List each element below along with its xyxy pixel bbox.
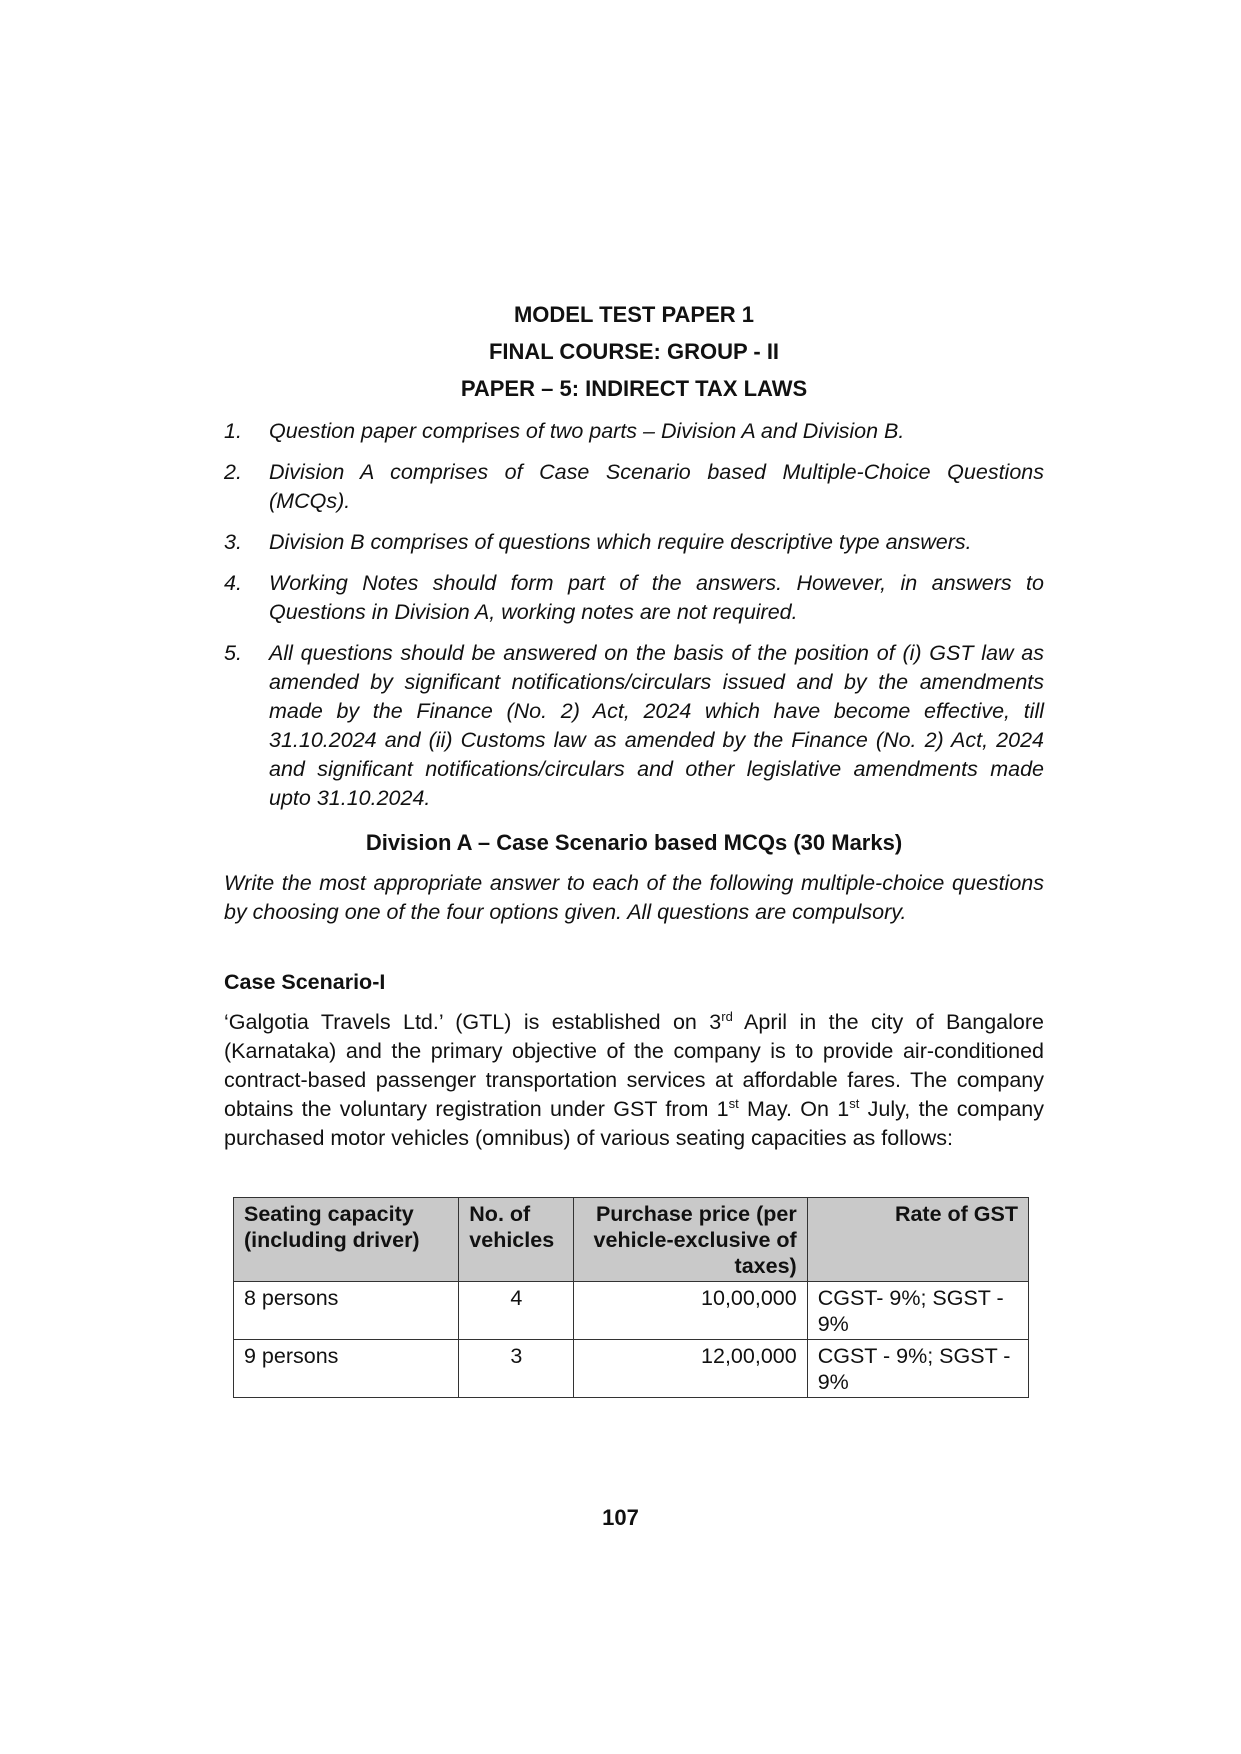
- table-cell: 3: [459, 1340, 574, 1398]
- column-header: No. of vehicles: [459, 1198, 574, 1282]
- instruction-number: 5.: [224, 641, 242, 665]
- table-cell: 10,00,000: [574, 1282, 807, 1340]
- table-row: [234, 1340, 1029, 1398]
- instruction-text: All questions should be answered on the basis of the position of (i) GST law as amended by significant notifications/circulars issued and by the amendments made by the Finance (No. 2) Act, 2024 which have become effective, till 31.10.2024 and (ii) Customs law as amended by the Finance (No. 2) Act, 2024 and significant notifications/circulars and other legislative amendments made upto 31.10.2024.: [269, 641, 1044, 810]
- instruction-item: [224, 569, 1044, 627]
- mcq-directions: Write the most appropriate answer to each of the following multiple-choice questions by choosing one of the four options given. All questions are compulsory.: [224, 871, 1044, 924]
- table-cell: 12,00,000: [574, 1340, 807, 1398]
- table-cell: 8 persons: [234, 1282, 459, 1340]
- paper-subject: PAPER – 5: INDIRECT TAX LAWS: [460, 376, 808, 401]
- instruction-text: Question paper comprises of two parts – Division A and Division B.: [269, 419, 905, 443]
- instruction-item: [224, 417, 1044, 446]
- table-cell: 9 persons: [234, 1340, 459, 1398]
- column-header: Rate of GST: [807, 1198, 1028, 1282]
- instruction-item: [224, 528, 1044, 557]
- table-cell: 4: [459, 1282, 574, 1340]
- instruction-number: 1.: [224, 419, 242, 443]
- table-cell: CGST - 9%; SGST - 9%: [807, 1340, 1028, 1398]
- case-scenario-title: Case Scenario-I: [224, 970, 386, 994]
- course-title: FINAL COURSE: GROUP - II: [488, 339, 780, 364]
- table-row: [234, 1282, 1029, 1340]
- vehicle-purchase-table: [233, 1197, 1029, 1398]
- instruction-item: [224, 458, 1044, 516]
- division-a-heading: Division A – Case Scenario based MCQs (30 Marks): [365, 830, 903, 855]
- instruction-text: Division B comprises of questions which require descriptive type answers.: [269, 530, 972, 554]
- case-scenario-text: ‘Galgotia Travels Ltd.’ (GTL) is established on 3rd April in the city of Bangalore (Karnataka) and the primary objective of the company is to provide air-conditioned contract-based passenger transportation services at affordable fares. The company obtains the voluntary registration under GST from 1st May. On 1st July, the company purchased motor vehicles (omnibus) of various seating capacities as follows:: [224, 1008, 1044, 1150]
- instruction-text: Working Notes should form part of the answers. However, in answers to Questions in Division A, working notes are not required.: [269, 571, 1044, 624]
- instruction-text: Division A comprises of Case Scenario based Multiple-Choice Questions (MCQs).: [269, 460, 1044, 513]
- instruction-number: 4.: [224, 571, 242, 595]
- column-header: Seating capacity (including driver): [234, 1198, 459, 1282]
- page-number: 107: [602, 1505, 639, 1530]
- column-header: Purchase price (per vehicle-exclusive of taxes): [574, 1198, 807, 1282]
- instruction-item: [224, 639, 1044, 813]
- paper-title: MODEL TEST PAPER 1: [513, 302, 754, 327]
- instruction-number: 2.: [224, 460, 242, 484]
- table-header-row: [234, 1198, 1029, 1282]
- instruction-number: 3.: [224, 530, 242, 554]
- table-cell: CGST- 9%; SGST - 9%: [807, 1282, 1028, 1340]
